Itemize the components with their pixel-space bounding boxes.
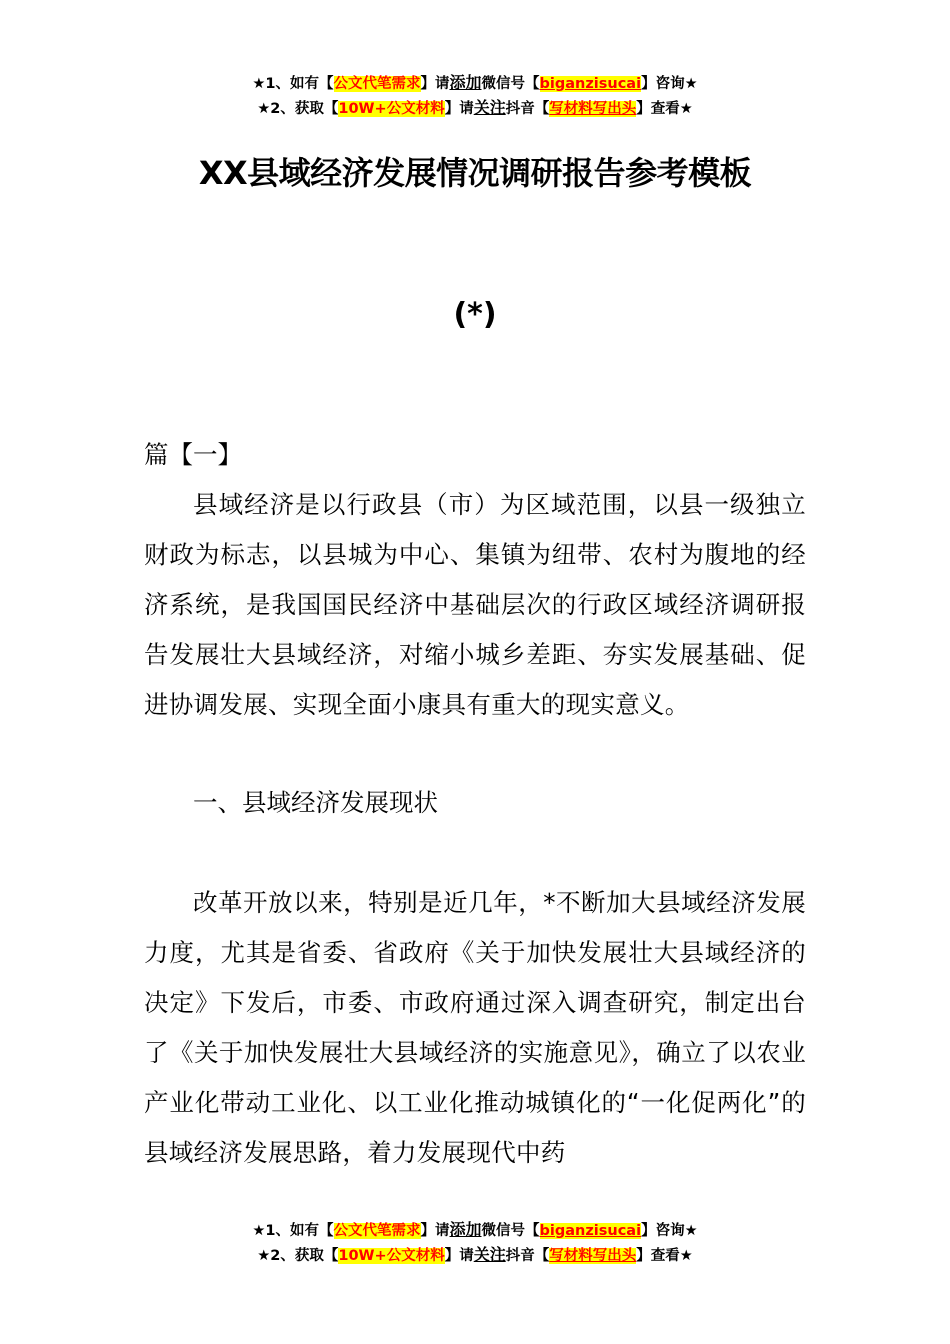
banner-line-2 — [0, 96, 950, 121]
banner-line-2 — [0, 1243, 950, 1268]
section-label: 篇【一】 — [144, 440, 242, 469]
banner-underlined: 关注 — [473, 98, 506, 117]
banner-highlight: 公文代笔需求 — [333, 76, 421, 92]
header-banner — [0, 71, 950, 121]
banner-text: 】咨询★ — [641, 76, 698, 92]
banner-text: ★1、如有【 — [252, 76, 334, 92]
paragraph: 改革开放以来，特别是近几年，*不断加大县域经济发展力度，尤其是省委、省政府《关于加快发展壮大县域经济的决定》下发后，市委、市政府通过深入调查研究，制定出台了《关于加快发展壮大县域经济的实施意见》，确立了以农业产业化带动工业化、以工业化推动城镇化的“一化促两化”的县域经济发展思路，着力发展现代中药 — [144, 888, 806, 1167]
banner-douyin-id: 写材料写出头 — [549, 1248, 637, 1264]
document-subtitle: (*) — [453, 297, 497, 332]
banner-douyin-id: 写材料写出头 — [549, 101, 637, 117]
banner-line-1 — [0, 71, 950, 96]
banner-text: 】查看★ — [636, 1248, 693, 1264]
banner-text: 微信号【 — [481, 1223, 540, 1239]
banner-text: 抖音【 — [505, 101, 550, 117]
banner-highlight: 10W+公文材料 — [338, 101, 445, 117]
footer-banner — [0, 1218, 950, 1268]
banner-text: 】请 — [420, 76, 450, 92]
banner-text: 】咨询★ — [641, 1223, 698, 1239]
banner-wechat-id: biganzisucai — [539, 1223, 642, 1239]
banner-wechat-id: biganzisucai — [539, 76, 642, 92]
document-body — [144, 430, 806, 730]
banner-text: ★2、获取【 — [257, 101, 339, 117]
banner-underlined: 关注 — [473, 1245, 506, 1264]
banner-text: 】查看★ — [636, 101, 693, 117]
banner-line-1 — [0, 1218, 950, 1243]
document-body-continued-2 — [144, 878, 806, 1178]
banner-text: 微信号【 — [481, 76, 540, 92]
banner-underlined: 添加 — [449, 73, 482, 92]
banner-text: ★1、如有【 — [252, 1223, 334, 1239]
banner-underlined: 添加 — [449, 1220, 482, 1239]
paragraph: 县域经济是以行政县（市）为区域范围，以县一级独立财政为标志，以县城为中心、集镇为纽带、农村为腹地的经济系统，是我国国民经济中基础层次的行政区域经济调研报告发展壮大县域经济，对缩小城乡差距、夯实发展基础、促进协调发展、实现全面小康具有重大的现实意义。 — [144, 490, 806, 719]
banner-text: 】请 — [444, 101, 474, 117]
banner-text: 抖音【 — [505, 1248, 550, 1264]
banner-text: 】请 — [420, 1223, 450, 1239]
banner-text: 】请 — [444, 1248, 474, 1264]
banner-highlight: 公文代笔需求 — [333, 1223, 421, 1239]
banner-text: ★2、获取【 — [257, 1248, 339, 1264]
document-body-continued — [144, 778, 806, 828]
document-title: XX县域经济发展情况调研报告参考模板 — [198, 154, 752, 192]
banner-highlight: 10W+公文材料 — [338, 1248, 445, 1264]
section-heading: 一、县域经济发展现状 — [193, 788, 438, 817]
